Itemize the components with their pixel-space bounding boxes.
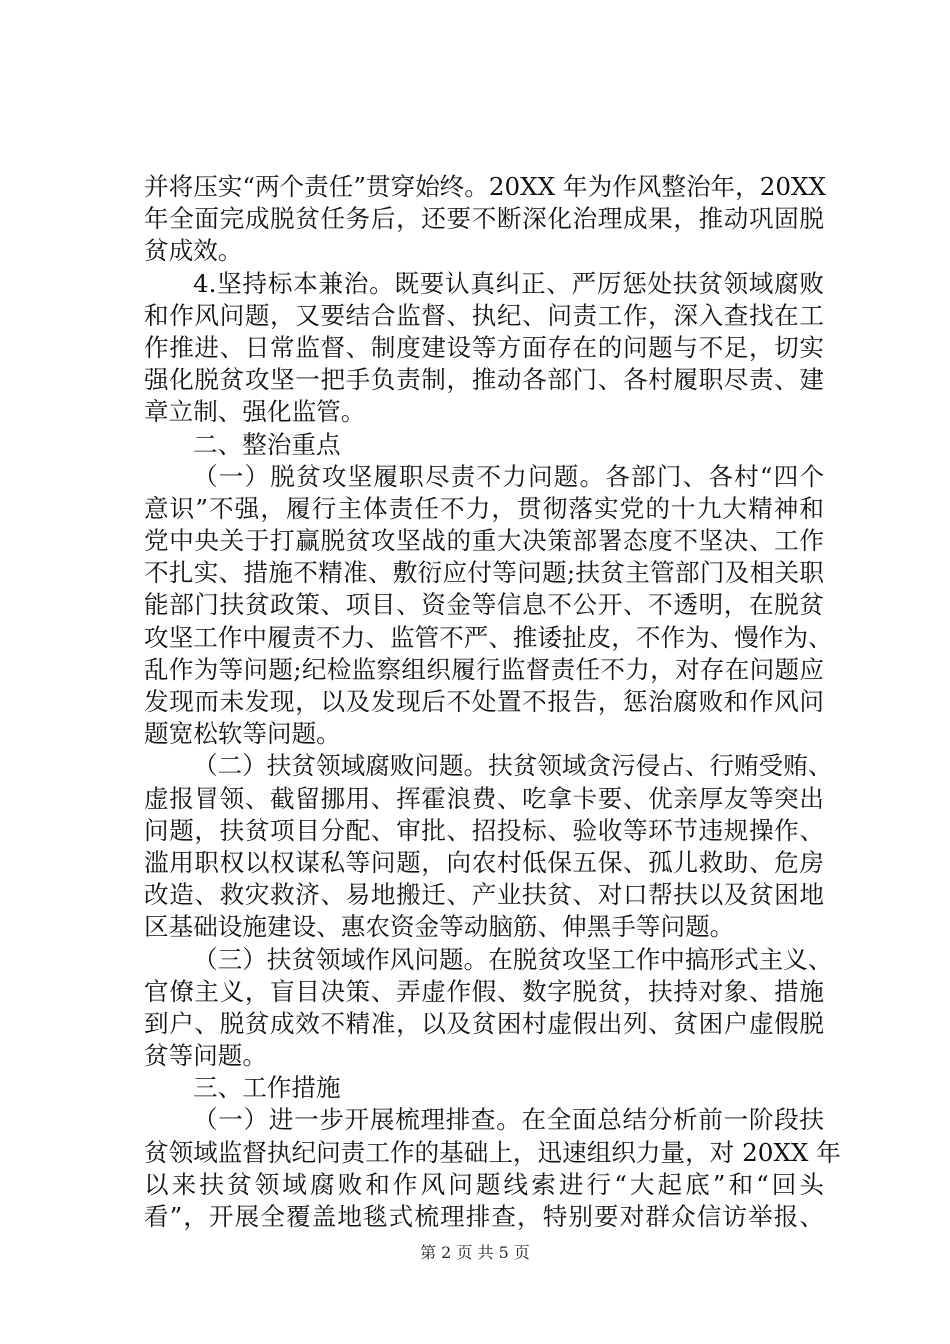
page-footer: 第 2 页 共 5 页 bbox=[420, 1243, 530, 1262]
text-line: 并将压实“两个责任”贯穿始终。20XX 年为作风整治年，20XX bbox=[144, 172, 827, 201]
text-line: （二）扶贫领域腐败问题。扶贫领域贪污侵占、行贿受贿、 bbox=[193, 751, 833, 781]
text-line: 区基础设施建设、惠农资金等动脑筋、伸黑手等问题。 bbox=[144, 912, 735, 942]
text-line: 官僚主义，盲目决策、弄虚作假、数字脱贫，扶持对象、措施 bbox=[144, 976, 824, 1006]
text-line: （三）扶贫领域作风问题。在脱贫攻坚工作中搞形式主义、 bbox=[193, 944, 833, 974]
text-line: （一）脱贫攻坚履职尽责不力问题。各部门、各村“四个 bbox=[193, 461, 824, 491]
text-line: 能部门扶贫政策、项目、资金等信息不公开、不透明，在脱贫 bbox=[144, 590, 824, 620]
text-line: 年全面完成脱贫任务后，还要不断深化治理成果，推动巩固脱 bbox=[144, 204, 824, 234]
text-line: 和作风问题，又要结合监督、执纪、问责工作，深入查找在工 bbox=[144, 300, 824, 330]
text-line: 题宽松软等问题。 bbox=[144, 719, 341, 749]
text-line: 4.坚持标本兼治。既要认真纠正、严厉惩处扶贫领域腐败 bbox=[193, 268, 824, 298]
text-line: 看”，开展全覆盖地毯式梳理排查，特别要对群众信访举报、 bbox=[144, 1202, 824, 1231]
text-line: 滥用职权以权谋私等问题，向农村低保五保、孤儿救助、危房 bbox=[144, 847, 824, 877]
text-line: 意识”不强，履行主体责任不力，贯彻落实党的十九大精神和 bbox=[144, 493, 824, 523]
text-line: 贫等问题。 bbox=[144, 1041, 267, 1071]
text-line: 不扎实、措施不精准、敷衍应付等问题;扶贫主管部门及相关职 bbox=[144, 558, 824, 588]
text-line: 乱作为等问题;纪检监察组织履行监督责任不力，对存在问题应 bbox=[144, 654, 824, 684]
text-line: 贫领域监督执纪问责工作的基础上，迅速组织力量，对 20XX 年 bbox=[144, 1137, 841, 1167]
text-line: 虚报冒领、截留挪用、挥霍浪费、吃拿卡要、优亲厚友等突出 bbox=[144, 783, 824, 813]
text-line: 作推进、日常监督、制度建设等方面存在的问题与不足，切实 bbox=[144, 332, 824, 362]
text-line: （一）进一步开展梳理排查。在全面总结分析前一阶段扶 bbox=[193, 1105, 824, 1135]
text-line: 攻坚工作中履责不力、监管不严、推诿扯皮，不作为、慢作为、 bbox=[144, 622, 833, 652]
text-line: 章立制、强化监管。 bbox=[144, 397, 366, 427]
text-line: 到户、脱贫成效不精准，以及贫困村虚假出列、贫困户虚假脱 bbox=[144, 1008, 824, 1038]
text-line: 问题，扶贫项目分配、审批、招投标、验收等环节违规操作、 bbox=[144, 815, 824, 845]
text-line: 党中央关于打赢脱贫攻坚战的重大决策部署态度不坚决、工作 bbox=[144, 526, 824, 556]
text-line: 贫成效。 bbox=[144, 236, 243, 266]
text-line: 改造、救灾救济、易地搬迁、产业扶贫、对口帮扶以及贫困地 bbox=[144, 880, 824, 910]
text-line: 二、整治重点 bbox=[193, 429, 341, 459]
text-line: 以来扶贫领域腐败和作风问题线索进行“大起底”和“回头 bbox=[144, 1169, 824, 1199]
text-line: 三、工作措施 bbox=[193, 1073, 341, 1103]
text-line: 强化脱贫攻坚一把手负责制，推动各部门、各村履职尽责、建 bbox=[144, 365, 824, 395]
text-line: 发现而未发现，以及发现后不处置不报告，惩治腐败和作风问 bbox=[144, 687, 824, 716]
document-body bbox=[144, 171, 841, 1233]
